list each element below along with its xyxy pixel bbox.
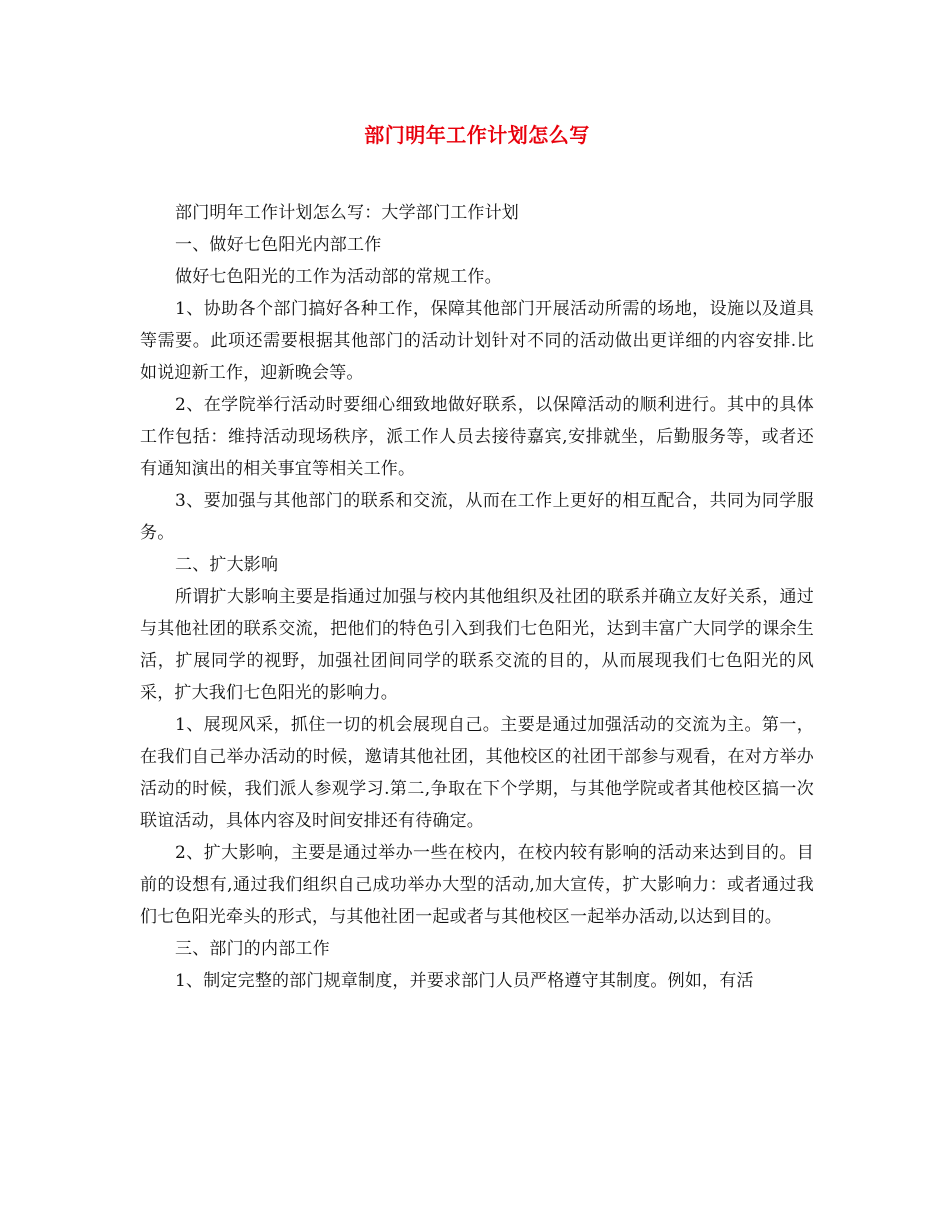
intro-paragraph: 部门明年工作计划怎么写：大学部门工作计划: [175, 203, 519, 223]
document-body: [140, 197, 814, 997]
body-paragraph: 1、协助各个部门搞好各种工作，保障其他部门开展活动所需的场地，设施以及道具等需要。此项还需要根据其他部门的活动计划针对不同的活动做出更详细的内容安排.比如说迎新工作，迎新晚会等。: [140, 299, 814, 383]
body-paragraph: 3、要加强与其他部门的联系和交流，从而在工作上更好的相互配合，共同为同学服务。: [140, 491, 814, 543]
body-paragraph: 做好七色阳光的工作为活动部的常规工作。: [175, 267, 502, 287]
body-paragraph: 2、在学院举行活动时要细心细致地做好联系，以保障活动的顺利进行。其中的具体工作包括：维持活动现场秩序，派工作人员去接待嘉宾,安排就坐，后勤服务等，或者还有通知演出的相关事宜等相关工作。: [140, 395, 814, 479]
body-paragraph: 所谓扩大影响主要是指通过加强与校内其他组织及社团的联系并确立友好关系，通过与其他社团的联系交流，把他们的特色引入到我们七色阳光，达到丰富广大同学的课余生活，扩展同学的视野，加强社团间同学的联系交流的目的，从而展现我们七色阳光的风采，扩大我们七色阳光的影响力。: [140, 587, 814, 703]
section-heading-1: 一、做好七色阳光内部工作: [175, 235, 382, 255]
body-paragraph: 2、扩大影响，主要是通过举办一些在校内，在校内较有影响的活动来达到目的。目前的设想有,通过我们组织自己成功举办大型的活动,加大宣传，扩大影响力：或者通过我们七色阳光牵头的形式，与其他社团一起或者与其他校区一起举办活动,以达到目的。: [140, 843, 814, 927]
document-title: 部门明年工作计划怎么写: [364, 123, 590, 147]
section-heading-3: 三、部门的内部工作: [175, 939, 330, 959]
body-paragraph: 1、制定完整的部门规章制度，并要求部门人员严格遵守其制度。例如，有活: [175, 971, 754, 991]
section-heading-2: 二、扩大影响: [175, 555, 279, 575]
body-paragraph: 1、展现风采，抓住一切的机会展现自己。主要是通过加强活动的交流为主。第一，在我们自己举办活动的时候，邀请其他社团，其他校区的社团干部参与观看，在对方举办活动的时候，我们派人参观学习.第二,争取在下个学期，与其他学院或者其他校区搞一次联谊活动，具体内容及时间安排还有待确定。: [140, 715, 814, 831]
